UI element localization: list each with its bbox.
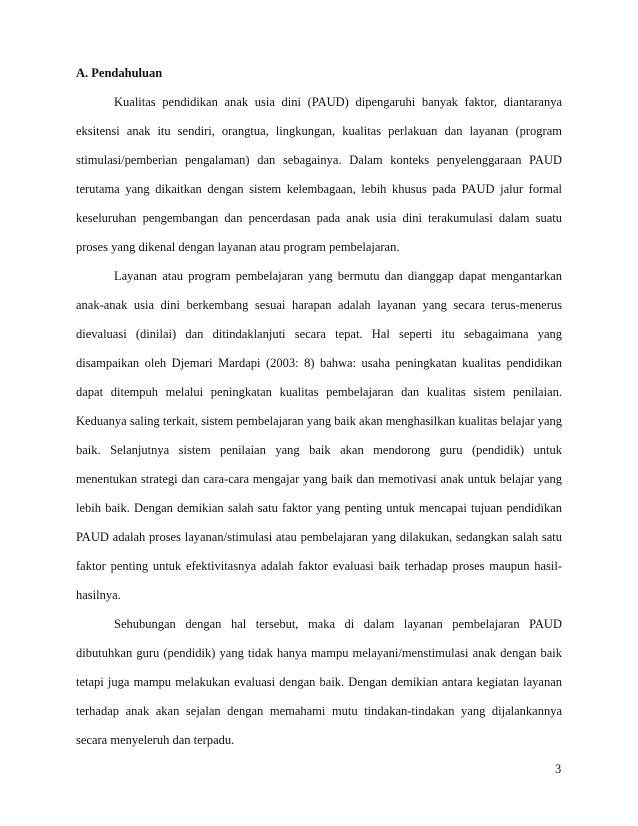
paragraph-1: Kualitas pendidikan anak usia dini (PAUD) dipengaruhi banyak faktor, diantaranya eksitensi anak itu sendiri, orangtua, lingkungan, kualitas perlakuan dan layanan (program stimulasi/pemberian pengalaman) dan sebagainya. Dalam konteks penyelenggaraan PAUD terutama yang dikaitkan dengan sistem kelembagaan, lebih khusus pada PAUD jalur formal keseluruhan pengembangan dan pencerdasan pada anak usia dini terakumulasi dalam suatu proses yang dikenal dengan layanan atau program pembelajaran.: [76, 95, 562, 254]
page-number: 3: [555, 762, 562, 776]
paragraph-2: Layanan atau program pembelajaran yang bermutu dan dianggap dapat mengantarkan anak-anak usia dini berkembang sesuai harapan adalah layanan yang secara terus-menerus dievaluasi (dinilai) dan ditindaklanjuti secara tepat. Hal seperti itu sebagaimana yang disampaikan oleh Djemari Mardapi (2003: 8) bahwa: usaha peningkatan kualitas pendidikan dapat ditempuh melalui peningkatan kualitas pembelajaran dan kualitas sistem penilaian. Keduanya saling terkait, sistem pembelajaran yang baik akan menghasilkan kualitas belajar yang baik. Selanjutnya sistem penilaian yang baik akan mendorong guru (pendidik) untuk menentukan strategi dan cara-cara mengajar yang baik dan memotivasi anak untuk belajar yang lebih baik. Dengan demikian salah satu faktor yang penting untuk mencapai tujuan pendidikan PAUD adalah proses layanan/stimulasi atau pembelajaran yang dilakukan, sedangkan salah satu faktor penting untuk efektivitasnya adalah faktor evaluasi baik terhadap proses maupun hasil-hasilnya.: [76, 269, 562, 602]
body-text: [76, 88, 562, 755]
paragraph-3: Sehubungan dengan hal tersebut, maka di dalam layanan pembelajaran PAUD dibutuhkan guru (pendidik) yang tidak hanya mampu melayani/menstimulasi anak dengan baik tetapi juga mampu melakukan evaluasi dengan baik. Dengan demikian antara kegiatan layanan terhadap anak akan sejalan dengan memahami mutu tindakan-tindakan yang dijalankannya secara menyeleruh dan terpadu.: [76, 617, 562, 747]
section-heading: A. Pendahuluan: [76, 66, 163, 80]
